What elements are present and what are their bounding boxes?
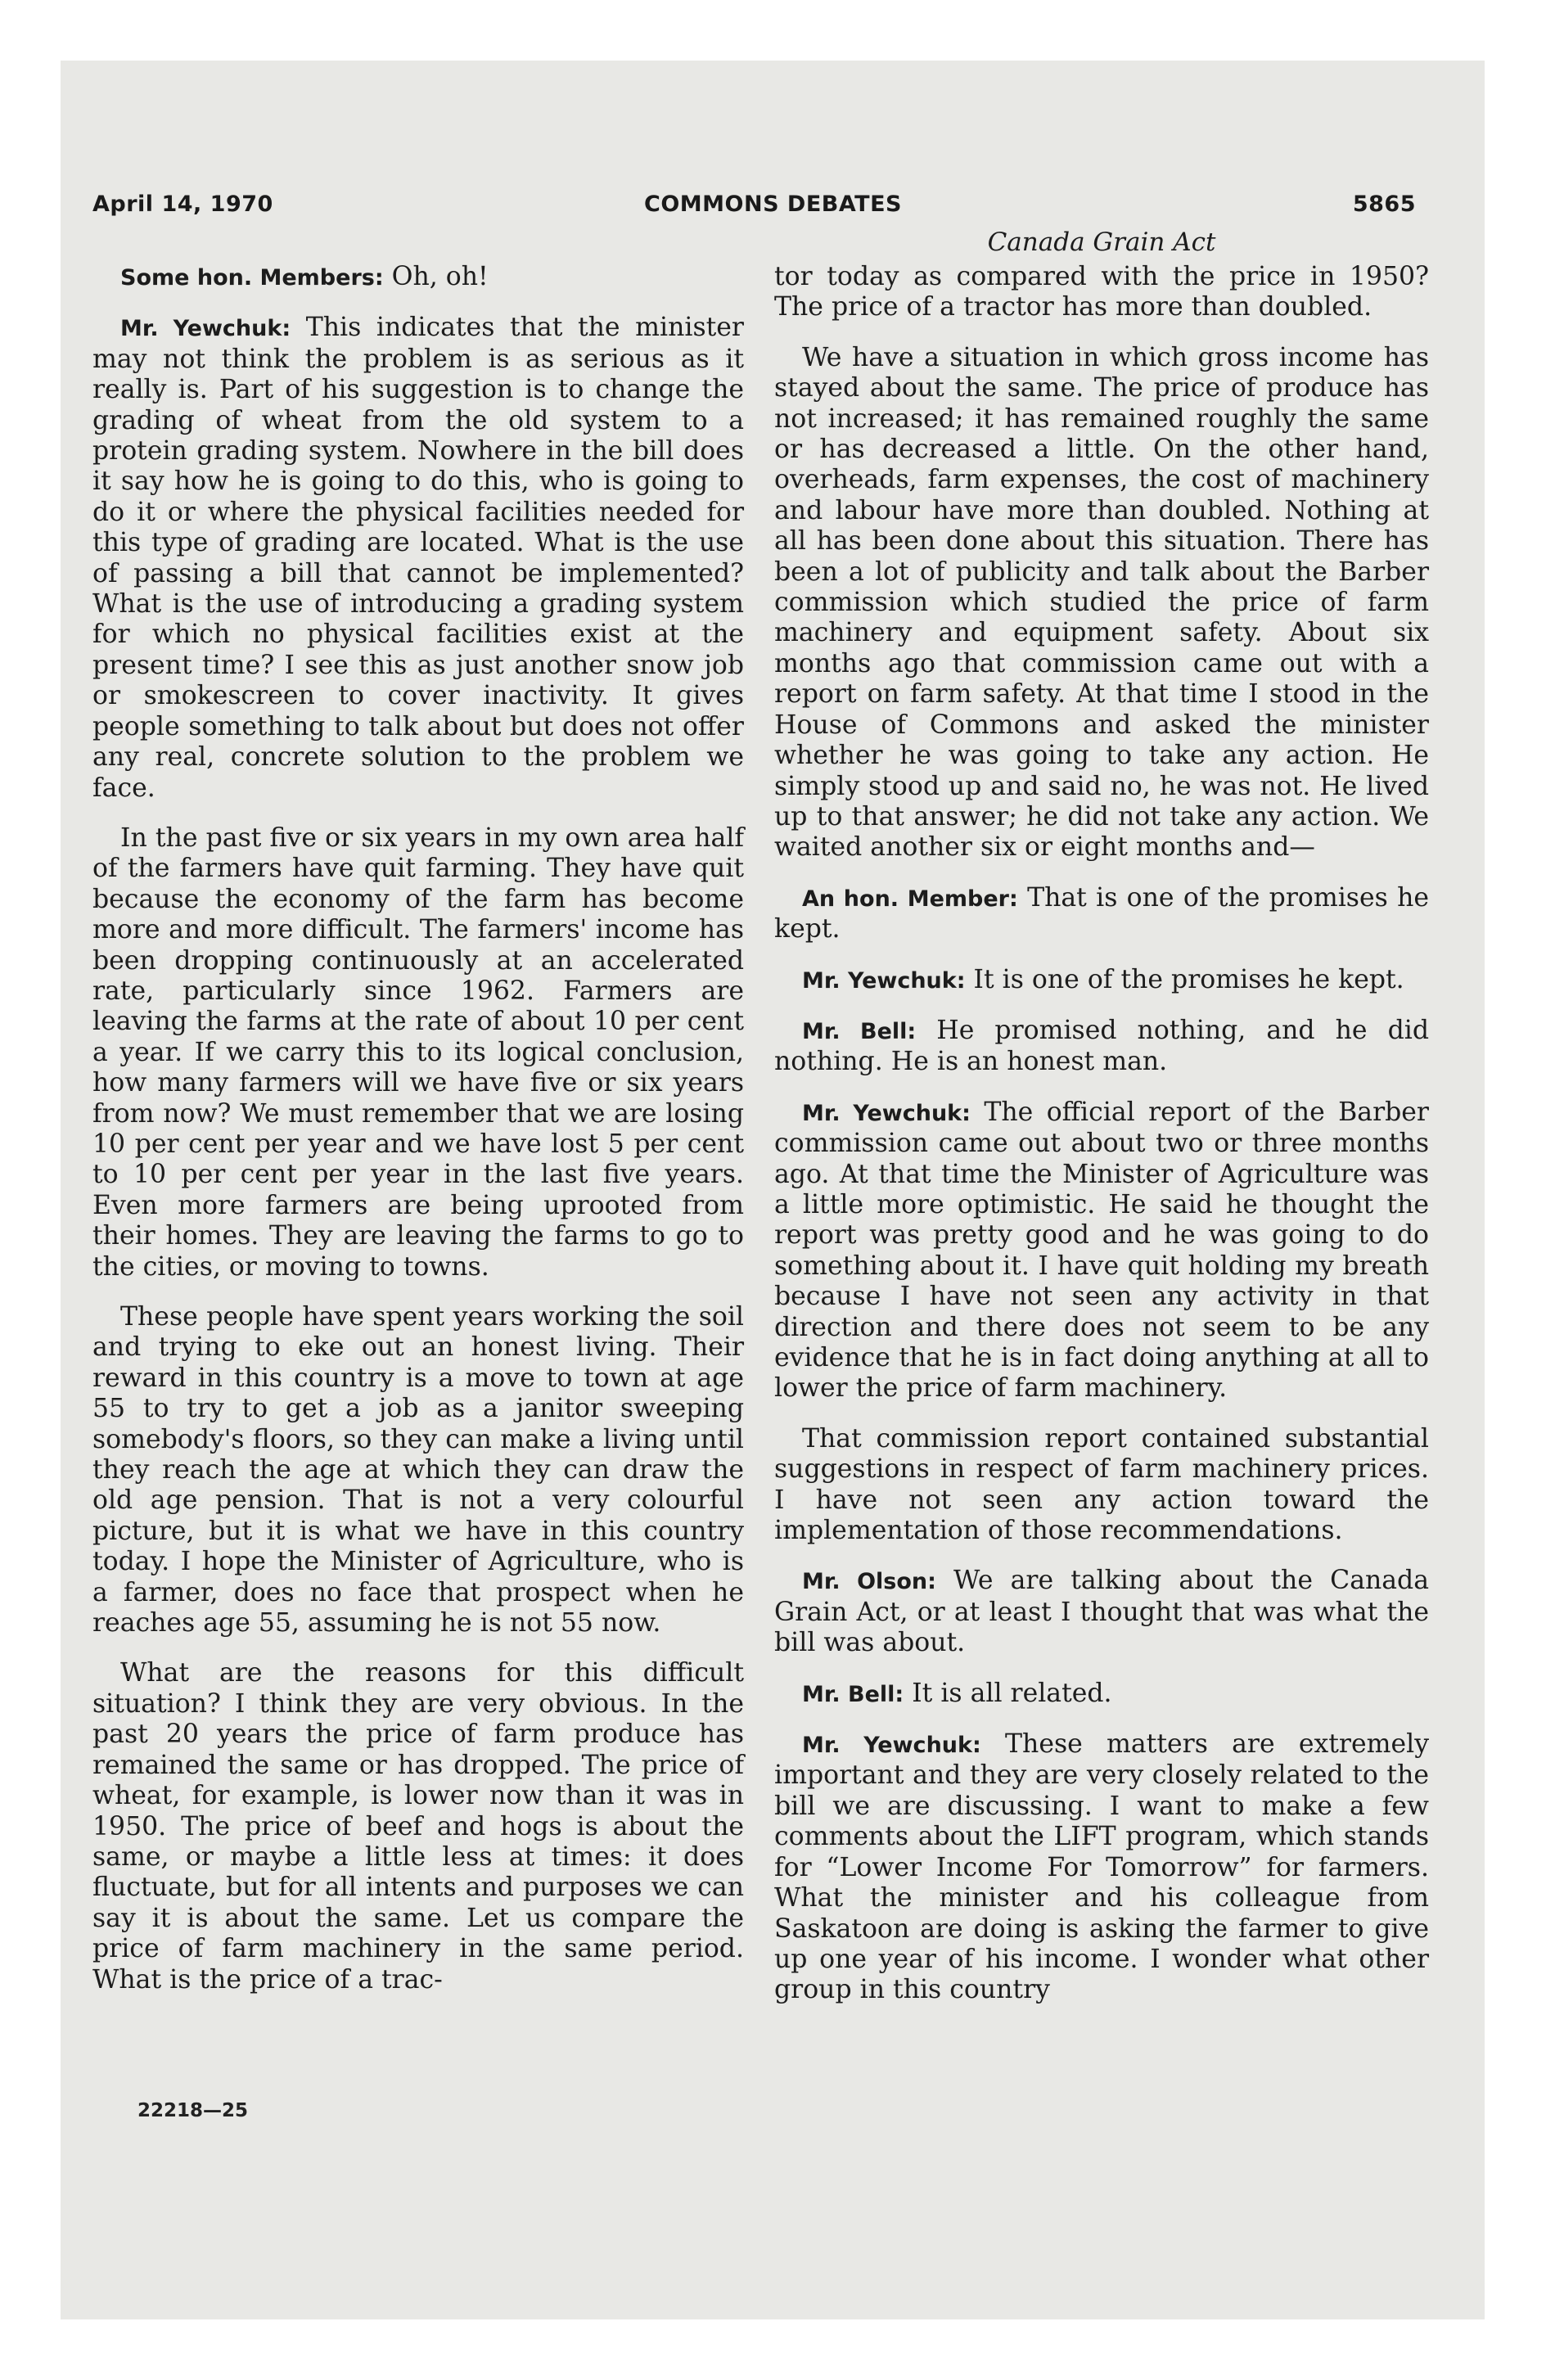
page-header: [0, 192, 1546, 224]
paragraph-text: We are talking about the Canada Grain Act, or at least I thought that was what the bill was about.: [774, 1566, 1429, 1658]
paragraph-text: The official report of the Barber commission came out about two or three months ago. At that time the Minister of Agriculture was a little more optimistic. He said he thought the report was pretty good and he was going to do something about it. I have quit holding my breath because I have not seen any activity in that direction and there does not seem to be any evidence that he is in fact doing anything at all to lower the price of farm machinery.: [774, 1097, 1429, 1404]
paragraph-text: This indicates that the minister may not think the problem is as serious as it really is. Part of his suggestion is to change the grading of wheat from the old system to a protein grading system. Nowhere in the bill does it say how he is going to do this, who is going to do it or where the physical facilities needed for this type of grading are located. What is the use of passing a bill that cannot be implemented? What is the use of introducing a grading system for which no physical facilities exist at the present time? I see this as just another snow job or smokescreen to cover inactivity. It gives people something to talk about but does not offer any real, concrete solution to the problem we face.: [92, 313, 744, 803]
paragraph-text: In the past five or six years in my own area half of the farmers have quit farming. They have quit because the economy of the farm has become more and more difficult. The farmers' income has been dropping continuously at an accelerated rate, particularly since 1962. Farmers are leaving the farms at the rate of about 10 per cent a year. If we carry this to its logical conclusion, how many farmers will we have five or six years from now? We must remember that we are losing 10 per cent per year and we have lost 5 per cent to 10 per cent per year in the last five years. Even more farmers are being uprooted from their homes. They are leaving the farms to go to the cities, or moving to towns.: [92, 823, 744, 1282]
page-number: 5865: [1352, 192, 1416, 217]
paragraph: [92, 262, 744, 293]
paragraph: [774, 1016, 1429, 1078]
paragraph-text: That is one of the promises he kept.: [774, 882, 1429, 944]
speaker-name: Mr. Olson:: [802, 1569, 936, 1595]
paragraph-text: These matters are extremely important and they are very closely related to the bill we are discussing. I want to make a few comments about the LIFT program, which stands for “Lower Income For Tomorrow” for farmers. What the minister and his colleague from Saskatoon are doing is asking the farmer to give up one year of his income. I wonder what other group in this country: [774, 1729, 1429, 2005]
paragraph: [774, 1729, 1429, 2006]
paragraph-text: These people have spent years working the soil and trying to eke out an honest living. Their reward in this country is a move to town at age 55 to try to get a job as a janitor sweeping somebody's floors, so they can make a living until they reach the age at which they can draw the old age pension. That is not a very colourful picture, but it is what we have in this country today. I hope the Minister of Agriculture, who is a farmer, does no face that prospect when he reaches age 55, assuming he is not 55 now.: [92, 1302, 744, 1639]
paragraph: [774, 343, 1429, 863]
paragraph: [774, 1424, 1429, 1547]
right-column: [774, 226, 1429, 2026]
paragraph: [92, 1302, 744, 1639]
speaker-name: Mr. Yewchuk:: [802, 1733, 981, 1759]
paragraph-text: What are the reasons for this difficult situation? I think they are very obvious. In the past 20 years the price of farm produce has remained the same or has dropped. The price of wheat, for example, is lower now than it was in 1950. The price of beef and hogs is about the same, or maybe a little less at times: it does fluctuate, but for all intents and purposes we can say it is about the same. Let us compare the price of farm machinery in the same period. What is the price of a trac-: [92, 1658, 744, 1995]
paragraph: [774, 1098, 1429, 1404]
paragraph-text: tor today as compared with the price in 1950? The price of a tractor has more than doubled.: [774, 262, 1429, 322]
speaker-name: Mr. Yewchuk:: [802, 967, 966, 994]
speaker-name: Mr. Bell:: [802, 1681, 904, 1707]
speaker-name: Some hon. Members:: [120, 265, 384, 291]
paragraph: [92, 1658, 744, 1995]
speaker-name: Mr. Yewchuk:: [802, 1100, 971, 1126]
speaker-name: Mr. Yewchuk:: [120, 316, 291, 342]
header-title: COMMONS DEBATES: [644, 192, 902, 217]
paragraph-text: We have a situation in which gross income has stayed about the same. The price of produce has not increased; it has remained roughly the same or has decreased a little. On the other hand, overheads, farm expenses, the cost of machinery and labour have more than doubled. Nothing at all has been done about this situation. There has been a lot of publicity and talk about the Barber commission which studied the price of farm machinery and equipment safety. About six months ago that commission came out with a report on farm safety. At that time I stood in the House of Commons and asked the minister whether he was going to take any action. He simply stood up and said no, he was not. He lived up to that answer; he did not take any action. We waited another six or eight months and—: [774, 342, 1429, 863]
print-reference: 22218—25: [137, 2100, 249, 2121]
paragraph-text: It is one of the promises he kept.: [973, 964, 1404, 994]
paragraph: [774, 262, 1429, 323]
paragraph: [774, 883, 1429, 945]
paragraph-text: He promised nothing, and he did nothing. He is an honest man.: [774, 1015, 1429, 1077]
speaker-name: An hon. Member:: [802, 886, 1018, 912]
left-column: [92, 262, 744, 2015]
paragraph: [774, 1566, 1429, 1658]
speaker-name: Mr. Bell:: [802, 1018, 917, 1044]
paragraph-text: That commission report contained substantial suggestions in respect of farm machinery prices. I have not seen any action toward the implementation of those recommendations.: [774, 1423, 1429, 1546]
paragraph: [774, 965, 1429, 996]
paragraph-text: Oh, oh!: [391, 262, 489, 291]
paragraph: [774, 1679, 1429, 1710]
paragraph: [92, 823, 744, 1282]
paragraph-text: It is all related.: [912, 1678, 1112, 1708]
header-date: April 14, 1970: [92, 192, 273, 217]
paragraph: [92, 313, 744, 804]
section-subheading: Canada Grain Act: [987, 228, 1216, 257]
